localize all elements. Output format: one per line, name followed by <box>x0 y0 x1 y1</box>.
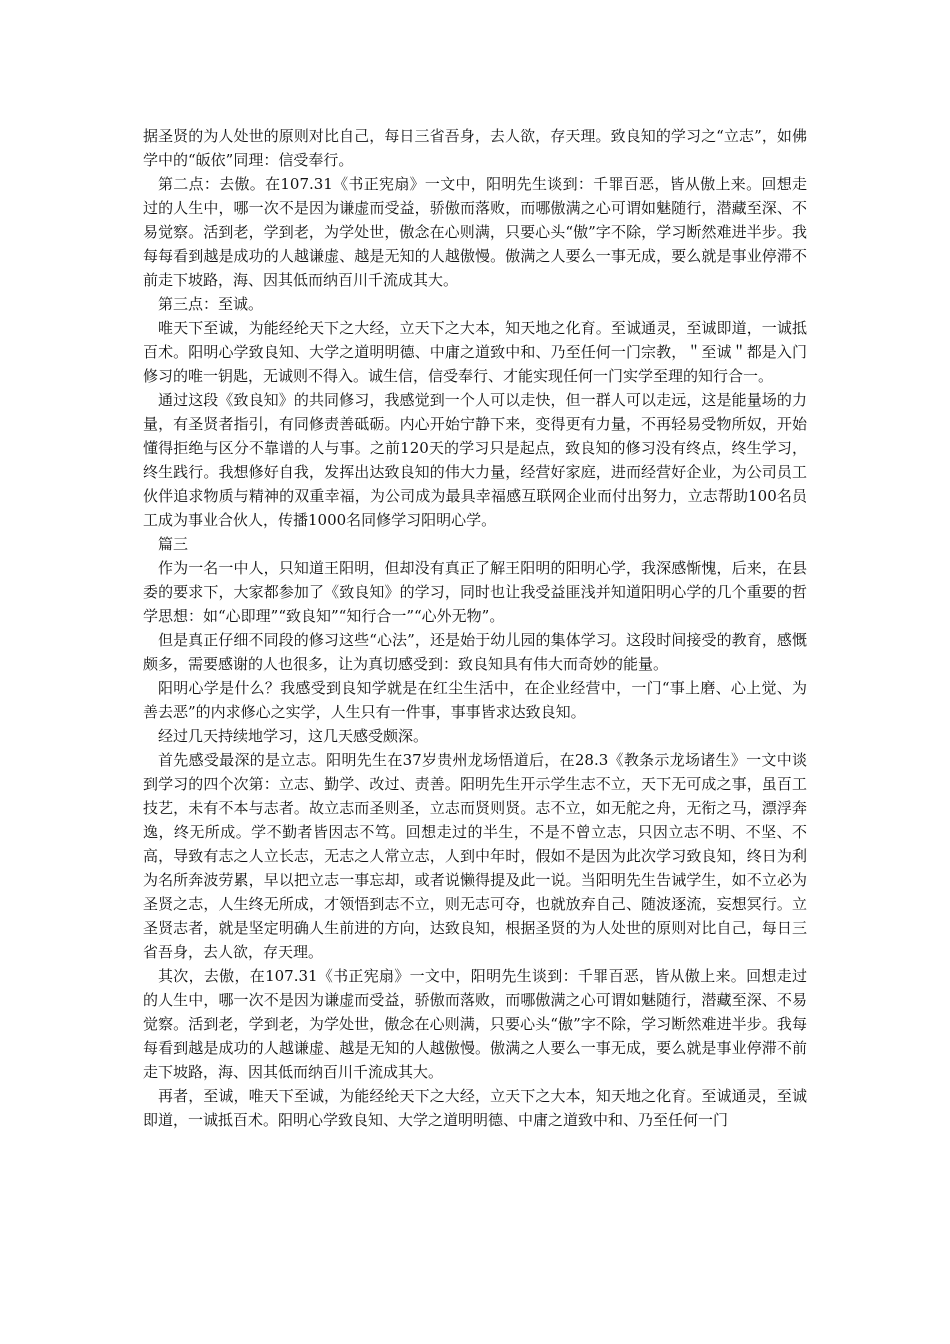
paragraph: 再者，至诚，唯天下至诚，为能经纶天下之大经，立天下之大本，知天地之化育。至诚通灵，至诚即道，一诚抵百术。阳明心学致良知、大学之道明明德、中庸之道致中和、乃至任何一门 <box>143 1087 807 1129</box>
paragraph: 经过几天持续地学习，这几天感受颇深。 <box>158 727 429 745</box>
paragraph: 但是真正仔细不同段的修习这些“心法”，还是始于幼儿园的集体学习。这段时间接受的教育，感慨颇多，需要感谢的人也很多，让为真切感受到：致良知具有伟大而奇妙的能量。 <box>143 631 807 673</box>
paragraph: 其次，去傲，在107.31《书正宪扇》一文中，阳明先生谈到：千罪百恶，皆从傲上来。回想走过的人生中，哪一次不是因为谦虚而受益，骄傲而落败，而哪傲满之心可谓如魅随行，潜藏至深、不易觉察。活到老，学到老，为学处世，傲念在心则满，只要心头“傲”字不除，学习断然难进半步。我每每看到越是成功的人越谦虚、越是无知的人越傲慢。傲满之人要么一事无成，要么就是事业停滞不前走下坡路，海、因其低而纳百川千流成其大。 <box>143 967 807 1081</box>
paragraph: 作为一名一中人，只知道王阳明，但却没有真正了解王阳明的阳明心学，我深感惭愧，后来，在县委的要求下，大家都参加了《致良知》的学习，同时也让我受益匪浅并知道阳明心学的几个重要的哲学思想：如“心即理”“致良知”“知行合一”“心外无物”。 <box>143 559 807 625</box>
paragraph: 首先感受最深的是立志。阳明先生在37岁贵州龙场悟道后，在28.3《教条示龙场诸生》一文中谈到学习的四个次第：立志、勤学、改过、责善。阳明先生开示学生志不立，天下无可成之事，虽百工技艺，未有不本与志者。故立志而圣则圣，立志而贤则贤。志不立，如无舵之舟，无衔之马，漂浮奔逸，终无所成。学不勤者皆因志不笃。回想走过的半生，不是不曾立志，只因立志不明、不坚、不高，导致有志之人立长志，无志之人常立志，人到中年时，假如不是因为此次学习致良知，终日为利为名所奔波劳累，早以把立志一事忘却，或者说懒得提及此一说。当阳明先生告诫学生，如不立必为圣贤之志，人生终无所成，才领悟到志不立，则无志可夺，也就放弃自己、随波逐流，妄想冥行。立圣贤志者，就是坚定明确人生前进的方向，达致良知，根据圣贤的为人处世的原则对比自己，每日三省吾身，去人欲，存天理。 <box>143 751 807 961</box>
paragraph: 唯天下至诚，为能经纶天下之大经，立天下之大本，知天地之化育。至诚通灵，至诚即道，一诚抵百术。阳明心学致良知、大学之道明明德、中庸之道致中和、乃至任何一门宗教，＂至诚＂都是入门修习的唯一钥匙，无诚则不得入。诚生信，信受奉行、才能实现任何一门实学至理的知行合一。 <box>143 319 807 385</box>
paragraph: 第二点：去傲。在107.31《书正宪扇》一文中，阳明先生谈到：千罪百恶，皆从傲上来。回想走过的人生中，哪一次不是因为谦虚而受益，骄傲而落败，而哪傲满之心可谓如魅随行，潜藏至深、不易觉察。活到老，学到老，为学处世，傲念在心则满，只要心头“傲”字不除，学习断然难进半步。我每每看到越是成功的人越谦虚、越是无知的人越傲慢。傲满之人要么一事无成，要么就是事业停滞不前走下坡路，海、因其低而纳百川千流成其大。 <box>143 175 807 289</box>
paragraph-continuation: 据圣贤的为人处世的原则对比自己，每日三省吾身，去人欲，存天理。致良知的学习之“立志”，如佛学中的“皈依”同理：信受奉行。 <box>143 127 807 169</box>
section-heading: 篇三 <box>158 535 189 553</box>
paragraph: 第三点：至诚。 <box>158 295 264 313</box>
document-body <box>143 124 807 1132</box>
paragraph: 阳明心学是什么？我感受到良知学就是在红尘生活中，在企业经营中，一门“事上磨、心上觉、为善去恶”的内求修心之实学，人生只有一件事，事事皆求达致良知。 <box>143 679 807 721</box>
paragraph: 通过这段《致良知》的共同修习，我感觉到一个人可以走快，但一群人可以走远，这是能量场的力量，有圣贤者指引，有同修责善砥砺。内心开始宁静下来，变得更有力量，不再轻易受物所奴，开始懂得拒绝与区分不靠谱的人与事。之前120天的学习只是起点，致良知的修习没有终点，终生学习，终生践行。我想修好自我，发挥出达致良知的伟大力量，经营好家庭，进而经营好企业，为公司员工伙伴追求物质与精神的双重幸福，为公司成为最具幸福感互联网企业而付出努力，立志帮助100名员工成为事业合伙人，传播1000名同修学习阳明心学。 <box>143 391 807 529</box>
